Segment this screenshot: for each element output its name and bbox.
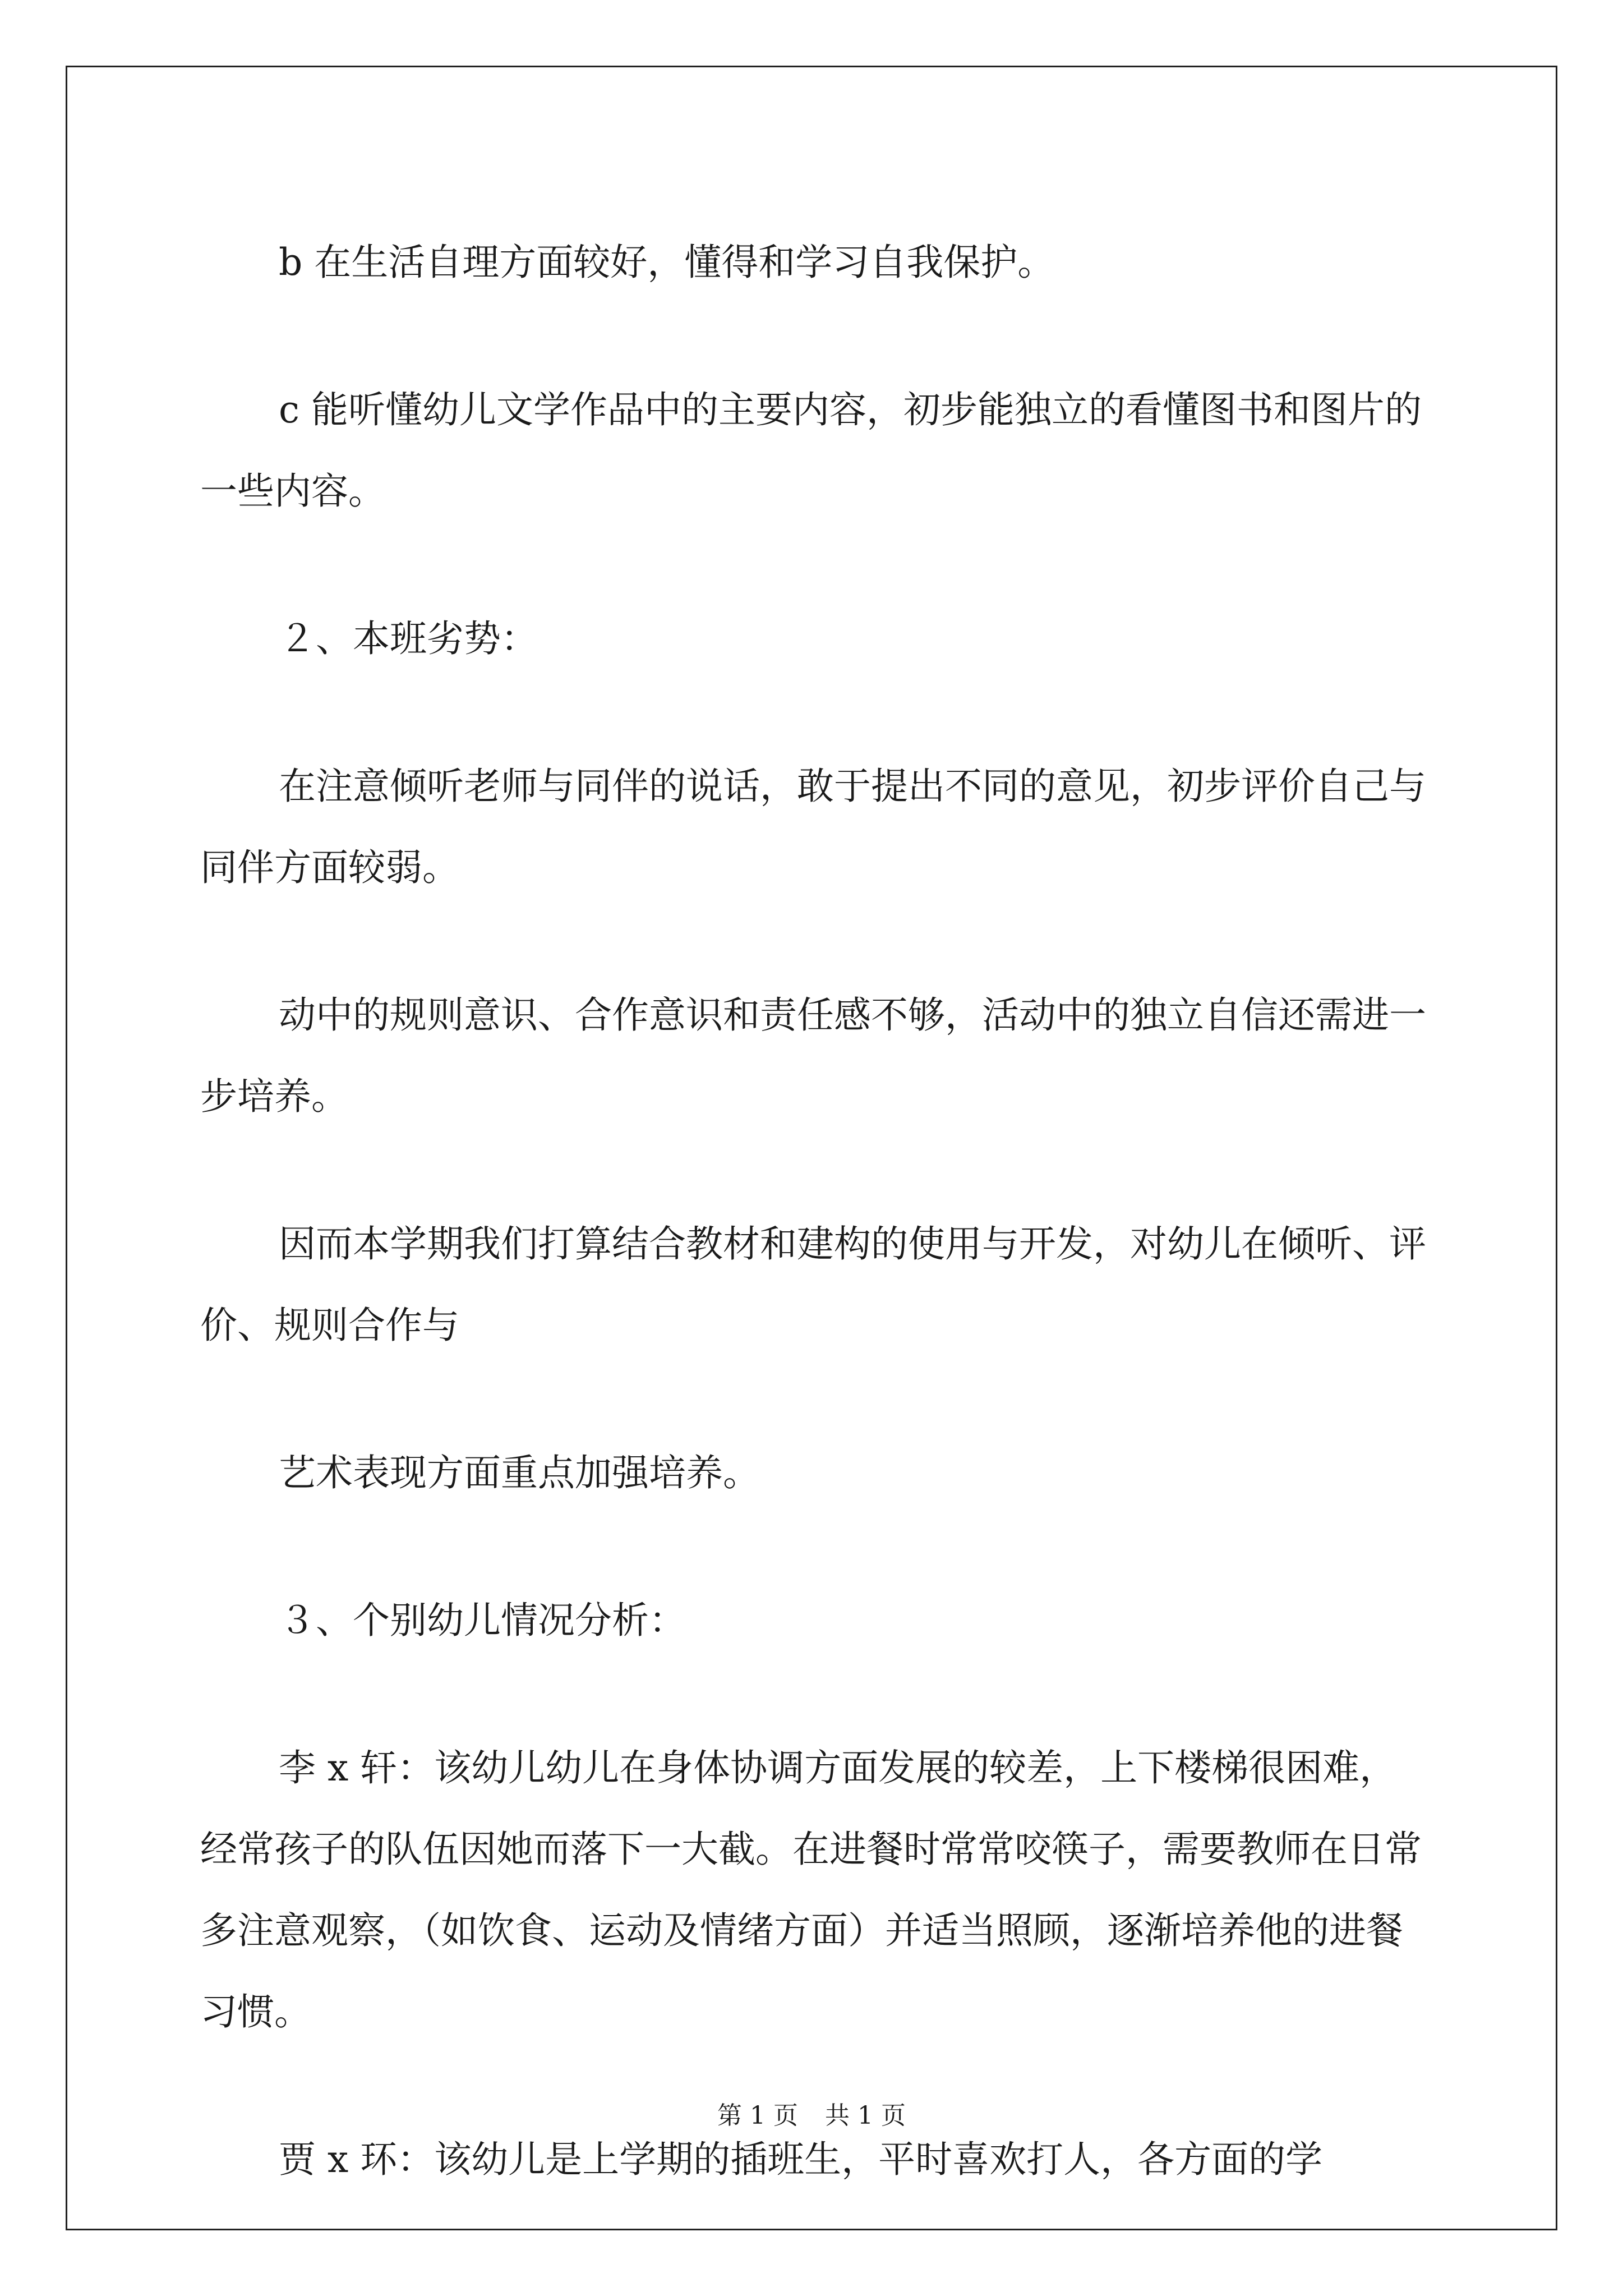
paragraph: b 在生活自理方面较好，懂得和学习自我保护。 <box>279 241 1055 284</box>
paragraph: 动中的规则意识、合作意识和责任感不够，活动中的独立自信还需进一步培养。 <box>200 993 1426 1118</box>
paragraph: 因而本学期我们打算结合教材和建构的使用与开发，对幼儿在倾听、评价、规则合作与 <box>200 1222 1426 1347</box>
paragraph: 贾 x 环：该幼儿是上学期的插班生，平时喜欢打人，各方面的学 <box>279 2138 1323 2181</box>
page-total: 共 1 页 <box>825 2101 906 2130</box>
page-footer <box>0 2095 1623 2131</box>
page-number: 第 1 页 <box>717 2101 798 2130</box>
section-heading: ２、本班劣势： <box>279 617 538 660</box>
paragraph: 艺术表现方面重点加强培养。 <box>279 1451 760 1494</box>
section-heading: ３、个别幼儿情况分析： <box>279 1599 686 1642</box>
paragraph: c 能听懂幼儿文学作品中的主要内容，初步能独立的看懂图书和图片的一些内容。 <box>200 388 1422 513</box>
document-body <box>200 222 1428 2266</box>
paragraph: 在注意倾听老师与同伴的说话，敢于提出不同的意见，初步评价自己与同伴方面较弱。 <box>200 765 1426 889</box>
paragraph: 李 x 轩：该幼儿幼儿在身体协调方面发展的较差，上下楼梯很困难，经常孩子的队伍因她而落下一大截。在进餐时常常咬筷子，需要教师在日常多注意观察，（如饮食、运动及情绪方面）并适当照顾，逐渐培养他的进餐习惯。 <box>200 1746 1422 2033</box>
